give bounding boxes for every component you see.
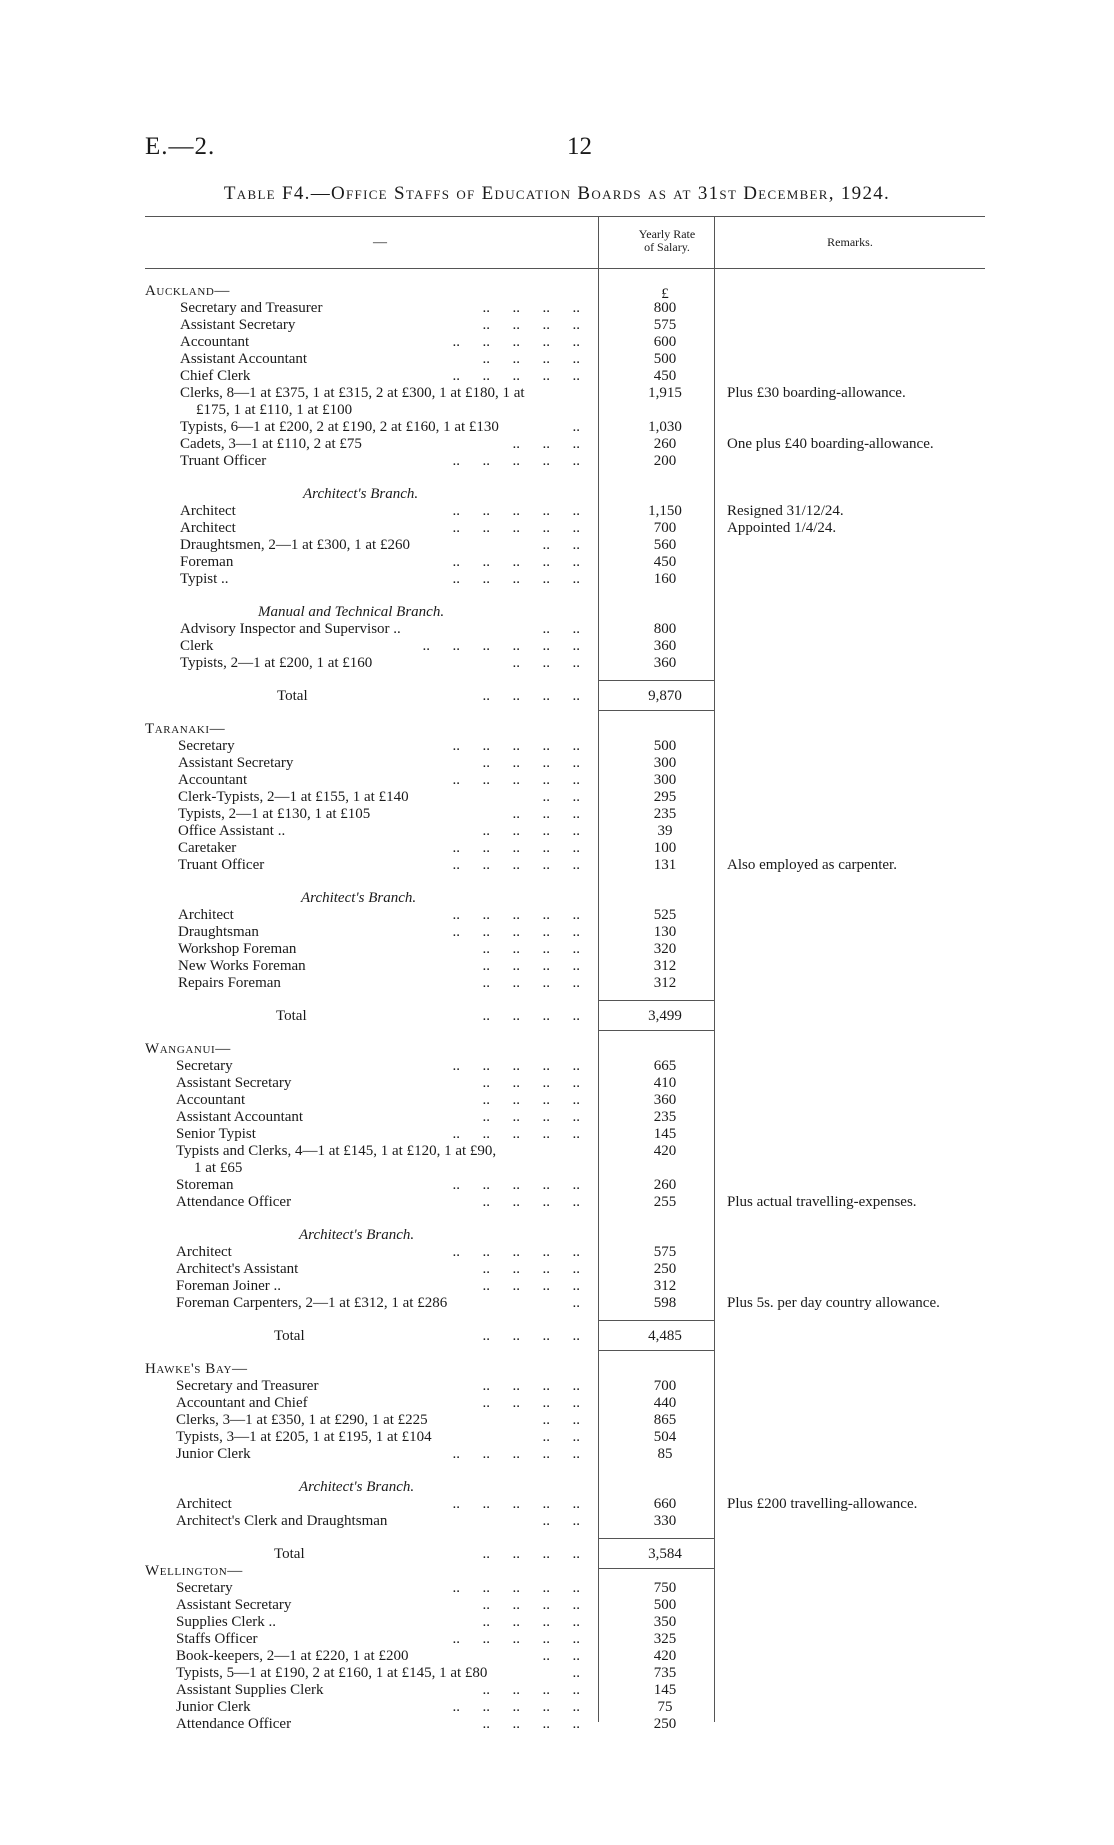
row-label: Staffs Officer <box>176 1631 258 1647</box>
row-label: Advisory Inspector and Supervisor .. <box>180 621 401 637</box>
leader-dots: .. .. .. .. .. <box>452 453 580 469</box>
salary-value: 500 <box>653 1597 677 1613</box>
leader-dots: .. .. .. <box>512 806 580 822</box>
leader-dots: .. .. .. .. <box>482 317 580 333</box>
row-label: Wanganui— <box>145 1041 231 1057</box>
leader-dots: .. .. .. .. <box>482 1328 580 1344</box>
table-row <box>0 503 1114 519</box>
branch-heading-row <box>0 1227 1114 1243</box>
row-label: Truant Officer <box>178 857 265 873</box>
salary-value: 665 <box>653 1058 677 1074</box>
leader-dots: .. .. .. .. .. <box>452 772 580 788</box>
table-row <box>0 1665 1114 1681</box>
table-row <box>0 385 1114 401</box>
salary-value: 575 <box>653 1244 677 1260</box>
table-row <box>0 1580 1114 1596</box>
currency-symbol: £ <box>661 286 669 302</box>
row-label: Accountant <box>180 334 250 350</box>
leader-dots: .. .. .. .. .. <box>452 840 580 856</box>
remark-text: Plus £30 boarding-allowance. <box>727 385 906 401</box>
branch-heading-row <box>0 604 1114 620</box>
leader-dots: .. .. .. .. <box>482 300 580 316</box>
table-row <box>0 537 1114 553</box>
row-label: Architect's Branch. <box>303 486 419 502</box>
salary-value: 1,030 <box>648 419 682 435</box>
table-row <box>0 453 1114 469</box>
total-rule-above <box>598 680 714 681</box>
row-label: Truant Officer <box>180 453 267 469</box>
leader-dots: .. .. .. .. .. <box>452 520 580 536</box>
table-row <box>0 1513 1114 1529</box>
leader-dots: .. .. .. .. .. <box>452 1699 580 1715</box>
salary-value: 598 <box>653 1295 677 1311</box>
leader-dots: .. .. <box>542 1429 580 1445</box>
row-label: Typist .. <box>180 571 229 587</box>
salary-value: 130 <box>653 924 677 940</box>
salary-value: 420 <box>653 1648 677 1664</box>
table-row <box>0 975 1114 991</box>
salary-value: 500 <box>653 351 677 367</box>
board-heading-row <box>0 1041 1114 1057</box>
row-label: Architect <box>180 520 236 536</box>
row-label: Caretaker <box>178 840 237 856</box>
table-row <box>0 738 1114 754</box>
remark-text: Appointed 1/4/24. <box>727 520 837 536</box>
salary-value: 350 <box>653 1614 677 1630</box>
salary-header-line-1: Yearly Rate <box>638 227 696 241</box>
total-rule-below <box>598 1350 714 1351</box>
salary-value: 560 <box>653 537 677 553</box>
salary-value: 4,485 <box>648 1328 682 1344</box>
salary-value: 160 <box>653 571 677 587</box>
document-reference: E.—2. <box>145 133 216 160</box>
table-row <box>0 554 1114 570</box>
total-row <box>0 688 1114 704</box>
salary-value: 500 <box>653 738 677 754</box>
salary-value: 750 <box>653 1580 677 1596</box>
table-row <box>0 1058 1114 1074</box>
table-row <box>0 1160 1114 1176</box>
remark-text: Also employed as carpenter. <box>727 857 897 873</box>
row-label: Book-keepers, 2—1 at £220, 1 at £200 <box>176 1648 409 1664</box>
row-label: Assistant Secretary <box>176 1075 292 1091</box>
leader-dots: .. .. .. .. .. <box>452 571 580 587</box>
table-row <box>0 1614 1114 1630</box>
row-label: Hawke's Bay— <box>145 1361 248 1377</box>
salary-value: 865 <box>653 1412 677 1428</box>
row-label: Assistant Secretary <box>176 1597 292 1613</box>
table-row <box>0 1395 1114 1411</box>
leader-dots: .. .. <box>542 1513 580 1529</box>
remark-text: One plus £40 boarding-allowance. <box>727 436 934 452</box>
salary-value: 325 <box>653 1631 677 1647</box>
leader-dots: .. .. .. .. <box>482 1008 580 1024</box>
table-row <box>0 755 1114 771</box>
leader-dots: .. .. .. .. <box>482 975 580 991</box>
total-row <box>0 1328 1114 1344</box>
total-rule-above <box>598 1000 714 1001</box>
leader-dots: .. .. <box>542 537 580 553</box>
row-label: Clerk-Typists, 2—1 at £155, 1 at £140 <box>178 789 409 805</box>
row-label: Secretary <box>176 1580 233 1596</box>
table-row <box>0 1278 1114 1294</box>
row-label: Office Assistant .. <box>178 823 286 839</box>
row-label: Total <box>274 1328 305 1344</box>
row-label: Accountant and Chief <box>176 1395 308 1411</box>
leader-dots: .. .. .. .. .. <box>452 1244 580 1260</box>
table-row <box>0 772 1114 788</box>
row-label: Workshop Foreman <box>178 941 297 957</box>
row-label: Chief Clerk <box>180 368 251 384</box>
table-row <box>0 655 1114 671</box>
table-row <box>0 924 1114 940</box>
salary-value: 800 <box>653 300 677 316</box>
salary-value: 9,870 <box>648 688 682 704</box>
row-label: £175, 1 at £110, 1 at £100 <box>196 402 353 418</box>
total-rule-above <box>598 1538 714 1539</box>
row-label: Typists, 6—1 at £200, 2 at £190, 2 at £160, 1 at £130 <box>180 419 499 435</box>
row-label: Architect <box>176 1244 232 1260</box>
board-heading-row <box>0 1361 1114 1377</box>
row-label: Auckland— <box>145 283 231 299</box>
table-row <box>0 1092 1114 1108</box>
table-row <box>0 941 1114 957</box>
table-row <box>0 436 1114 452</box>
row-label: Total <box>276 1008 307 1024</box>
row-label: Foreman Carpenters, 2—1 at £312, 1 at £286 <box>176 1295 448 1311</box>
leader-dots: .. .. .. .. <box>482 1261 580 1277</box>
table-row <box>0 520 1114 536</box>
row-label: Total <box>274 1546 305 1562</box>
table-row <box>0 368 1114 384</box>
table-row <box>0 1143 1114 1159</box>
table-row <box>0 789 1114 805</box>
table-row <box>0 1244 1114 1260</box>
row-label: Supplies Clerk .. <box>176 1614 276 1630</box>
leader-dots: .. .. .. .. .. <box>452 368 580 384</box>
leader-dots: .. .. <box>542 1648 580 1664</box>
row-label: Cadets, 3—1 at £110, 2 at £75 <box>180 436 362 452</box>
leader-dots: .. .. .. .. <box>482 1716 580 1732</box>
leader-dots: .. <box>572 1665 580 1681</box>
leader-dots: .. .. .. .. .. <box>452 1177 580 1193</box>
leader-dots: .. .. .. .. .. <box>452 1631 580 1647</box>
leader-dots: .. .. .. .. .. <box>452 334 580 350</box>
leader-dots: .. .. .. .. <box>482 1682 580 1698</box>
row-label: 1 at £65 <box>194 1160 243 1176</box>
table-row <box>0 1412 1114 1428</box>
row-label: Senior Typist <box>176 1126 256 1142</box>
salary-value: 235 <box>653 1109 677 1125</box>
page-number: 12 <box>567 133 592 160</box>
salary-value: 312 <box>653 975 677 991</box>
table-row <box>0 1126 1114 1142</box>
table-row <box>0 806 1114 822</box>
remark-text: Plus actual travelling-expenses. <box>727 1194 917 1210</box>
row-label: Accountant <box>176 1092 246 1108</box>
salary-value: 75 <box>657 1699 673 1715</box>
leader-dots: .. .. <box>542 789 580 805</box>
table-row <box>0 1378 1114 1394</box>
table-row <box>0 419 1114 435</box>
table-row <box>0 1194 1114 1210</box>
branch-heading-row <box>0 890 1114 906</box>
leader-dots: .. .. .. .. <box>482 688 580 704</box>
salary-value: 600 <box>653 334 677 350</box>
row-label: Accountant <box>178 772 248 788</box>
salary-value: 320 <box>653 941 677 957</box>
leader-dots: .. .. .. .. <box>482 958 580 974</box>
salary-value: 312 <box>653 958 677 974</box>
salary-value: 420 <box>653 1143 677 1159</box>
salary-value: 1,150 <box>648 503 682 519</box>
salary-value: 131 <box>653 857 677 873</box>
salary-value: 300 <box>653 772 677 788</box>
salary-value: 1,915 <box>648 385 682 401</box>
total-rule-below <box>598 1030 714 1031</box>
row-label: Architect <box>176 1496 232 1512</box>
row-label: Typists and Clerks, 4—1 at £145, 1 at £120, 1 at £90, <box>176 1143 497 1159</box>
leader-dots: .. .. .. .. .. .. <box>422 638 580 654</box>
salary-value: 260 <box>653 1177 677 1193</box>
leader-dots: .. .. .. .. <box>482 1194 580 1210</box>
row-label: Taranaki— <box>145 721 226 737</box>
branch-heading-row <box>0 486 1114 502</box>
salary-value: 450 <box>653 554 677 570</box>
row-label: Typists, 2—1 at £130, 1 at £105 <box>178 806 371 822</box>
row-label: Assistant Secretary <box>180 317 296 333</box>
leader-dots: .. .. .. .. <box>482 755 580 771</box>
salary-value: 440 <box>653 1395 677 1411</box>
salary-value: 360 <box>653 655 677 671</box>
leader-dots: .. .. .. .. <box>482 1075 580 1091</box>
row-label: Architect's Clerk and Draughtsman <box>176 1513 388 1529</box>
board-heading-row <box>0 721 1114 737</box>
row-label: Architect <box>180 503 236 519</box>
salary-value: 360 <box>653 1092 677 1108</box>
leader-dots: .. .. .. .. <box>482 1278 580 1294</box>
salary-value: 235 <box>653 806 677 822</box>
leader-dots: .. .. .. .. .. <box>452 924 580 940</box>
row-label: Secretary and Treasurer <box>176 1378 319 1394</box>
table-row <box>0 1682 1114 1698</box>
salary-value: 39 <box>657 823 673 839</box>
salary-value: 312 <box>653 1278 677 1294</box>
leader-dots: .. .. <box>542 1412 580 1428</box>
table-row <box>0 317 1114 333</box>
row-label: Repairs Foreman <box>178 975 281 991</box>
table-row <box>0 1109 1114 1125</box>
table-row <box>0 1716 1114 1732</box>
row-label: Total <box>277 688 308 704</box>
salary-value: 100 <box>653 840 677 856</box>
salary-value: 735 <box>653 1665 677 1681</box>
row-label: Junior Clerk <box>176 1699 251 1715</box>
row-label: Attendance Officer <box>176 1716 292 1732</box>
leader-dots: .. .. .. .. <box>482 1109 580 1125</box>
leader-dots: .. .. .. .. .. <box>452 1446 580 1462</box>
salary-value: 800 <box>653 621 677 637</box>
salary-value: 575 <box>653 317 677 333</box>
salary-value: 450 <box>653 368 677 384</box>
table-header-rule <box>145 268 985 269</box>
leader-dots: .. .. .. .. .. <box>452 857 580 873</box>
row-label: Foreman <box>180 554 234 570</box>
leader-dots: .. .. <box>542 621 580 637</box>
leader-dots: .. .. .. .. <box>482 1597 580 1613</box>
row-label: Assistant Secretary <box>178 755 294 771</box>
leader-dots: .. .. .. .. .. <box>452 503 580 519</box>
row-label: Wellington— <box>145 1563 243 1579</box>
row-label: Manual and Technical Branch. <box>258 604 445 620</box>
row-label: Architect's Branch. <box>299 1227 415 1243</box>
leader-dots: .. .. .. .. <box>482 823 580 839</box>
total-rule-below <box>598 710 714 711</box>
total-rule-above <box>598 1320 714 1321</box>
table-top-rule <box>145 216 985 217</box>
row-label: Junior Clerk <box>176 1446 251 1462</box>
row-label: Assistant Accountant <box>176 1109 304 1125</box>
salary-value: 700 <box>653 1378 677 1394</box>
row-label: Draughtsman <box>178 924 259 940</box>
table-row <box>0 571 1114 587</box>
table-row <box>0 1648 1114 1664</box>
row-label: Clerks, 3—1 at £350, 1 at £290, 1 at £225 <box>176 1412 428 1428</box>
salary-value: 3,584 <box>648 1546 682 1562</box>
table-row <box>0 638 1114 654</box>
leader-dots: .. .. .. .. .. <box>452 554 580 570</box>
salary-value: 145 <box>653 1126 677 1142</box>
row-label: Draughtsmen, 2—1 at £300, 1 at £260 <box>180 537 410 553</box>
salary-value: 250 <box>653 1261 677 1277</box>
leader-dots: .. .. .. .. .. <box>452 1058 580 1074</box>
leader-dots: .. .. .. .. <box>482 1395 580 1411</box>
leader-dots: .. .. .. .. <box>482 1092 580 1108</box>
row-label: Foreman Joiner .. <box>176 1278 281 1294</box>
table-row <box>0 857 1114 873</box>
table-row <box>0 334 1114 350</box>
leader-dots: .. .. .. .. <box>482 1614 580 1630</box>
row-label: Assistant Accountant <box>180 351 308 367</box>
table-row <box>0 1261 1114 1277</box>
salary-value: 660 <box>653 1496 677 1512</box>
table-row <box>0 1597 1114 1613</box>
total-row <box>0 1546 1114 1562</box>
salary-value: 255 <box>653 1194 677 1210</box>
leader-dots: .. .. .. <box>512 436 580 452</box>
total-row <box>0 1008 1114 1024</box>
leader-dots: .. .. .. <box>512 655 580 671</box>
row-label: Architect's Branch. <box>301 890 417 906</box>
table-row <box>0 1446 1114 1462</box>
board-heading-row <box>0 283 1114 299</box>
leader-dots: .. <box>572 419 580 435</box>
table-row <box>0 1429 1114 1445</box>
leader-dots: .. <box>572 1295 580 1311</box>
leader-dots: .. .. .. .. .. <box>452 738 580 754</box>
board-heading-row <box>0 1563 1114 1579</box>
salary-value: 700 <box>653 520 677 536</box>
salary-value: 295 <box>653 789 677 805</box>
table-row <box>0 958 1114 974</box>
table-row <box>0 840 1114 856</box>
row-label: Architect's Assistant <box>176 1261 299 1277</box>
row-label: Clerk <box>180 638 214 654</box>
salary-value: 260 <box>653 436 677 452</box>
table-title: Table F4.—Office Staffs of Education Boards as at 31st December, 1924. <box>223 183 891 204</box>
row-label: Typists, 5—1 at £190, 2 at £160, 1 at £145, 1 at £80 <box>176 1665 488 1681</box>
table-row <box>0 1496 1114 1512</box>
leader-dots: .. .. .. .. .. <box>452 1580 580 1596</box>
row-label: Clerks, 8—1 at £375, 1 at £315, 2 at £300, 1 at £180, 1 at <box>180 385 525 401</box>
row-label: Attendance Officer <box>176 1194 292 1210</box>
salary-value: 410 <box>653 1075 677 1091</box>
table-row <box>0 351 1114 367</box>
table-row <box>0 1631 1114 1647</box>
label-column-header: — <box>373 235 387 250</box>
leader-dots: .. .. .. .. .. <box>452 1496 580 1512</box>
row-label: Typists, 2—1 at £200, 1 at £160 <box>180 655 373 671</box>
row-label: Assistant Supplies Clerk <box>176 1682 324 1698</box>
row-label: Architect <box>178 907 234 923</box>
salary-value: 250 <box>653 1716 677 1732</box>
remarks-column-header: Remarks. <box>827 235 873 249</box>
salary-value: 200 <box>653 453 677 469</box>
remark-text: Plus £200 travelling-allowance. <box>727 1496 918 1512</box>
leader-dots: .. .. .. .. .. <box>452 1126 580 1142</box>
salary-header-line-2: of Salary. <box>644 240 690 254</box>
salary-value: 504 <box>653 1429 677 1445</box>
table-row <box>0 907 1114 923</box>
row-label: Secretary <box>176 1058 233 1074</box>
salary-value: 330 <box>653 1513 677 1529</box>
salary-value: 145 <box>653 1682 677 1698</box>
remark-text: Resigned 31/12/24. <box>727 503 844 519</box>
table-row <box>0 1295 1114 1311</box>
salary-value: 360 <box>653 638 677 654</box>
row-label: New Works Foreman <box>178 958 306 974</box>
leader-dots: .. .. .. .. <box>482 941 580 957</box>
row-label: Typists, 3—1 at £205, 1 at £195, 1 at £104 <box>176 1429 432 1445</box>
table-row <box>0 1177 1114 1193</box>
table-row <box>0 1075 1114 1091</box>
leader-dots: .. .. .. .. <box>482 1546 580 1562</box>
salary-value: 525 <box>653 907 677 923</box>
branch-heading-row <box>0 1479 1114 1495</box>
row-label: Secretary and Treasurer <box>180 300 323 316</box>
table-row <box>0 1699 1114 1715</box>
table-row <box>0 621 1114 637</box>
salary-value: 300 <box>653 755 677 771</box>
leader-dots: .. .. .. .. <box>482 351 580 367</box>
row-label: Architect's Branch. <box>299 1479 415 1495</box>
remark-text: Plus 5s. per day country allowance. <box>727 1295 940 1311</box>
leader-dots: .. .. .. .. <box>482 1378 580 1394</box>
table-row <box>0 300 1114 316</box>
salary-value: 85 <box>657 1446 673 1462</box>
salary-value: 3,499 <box>648 1008 682 1024</box>
table-row <box>0 402 1114 418</box>
row-label: Storeman <box>176 1177 234 1193</box>
table-row <box>0 823 1114 839</box>
row-label: Secretary <box>178 738 235 754</box>
leader-dots: .. .. .. .. .. <box>452 907 580 923</box>
